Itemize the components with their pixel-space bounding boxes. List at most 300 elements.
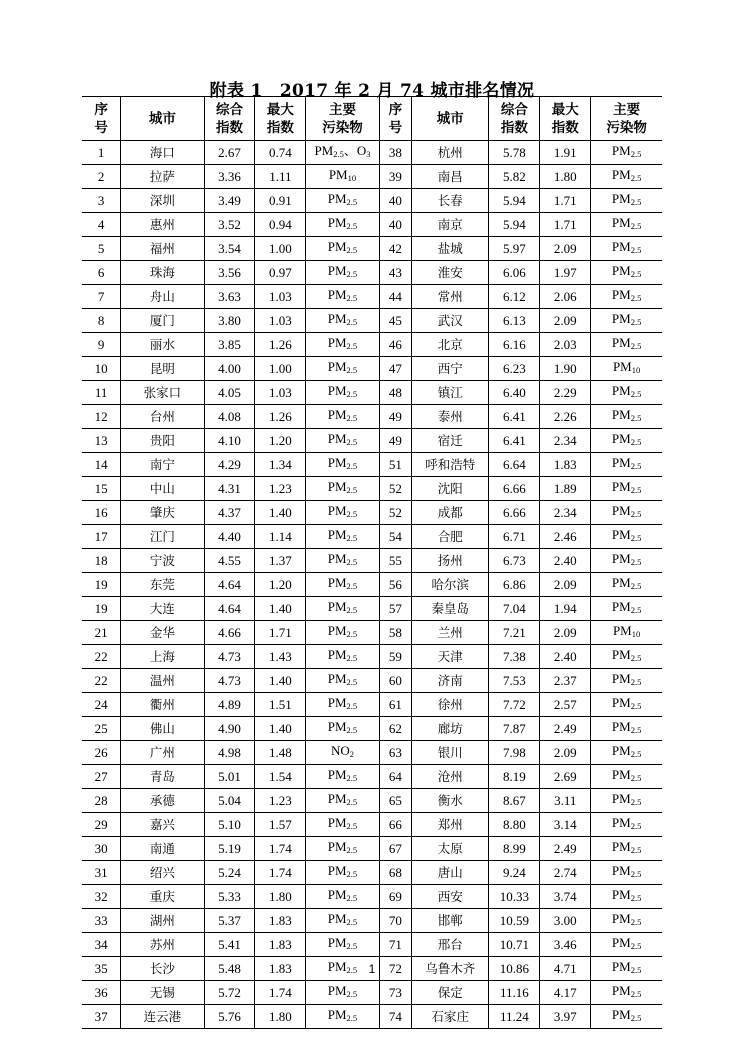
- city-name-cell: 宿迁: [412, 429, 489, 453]
- main-pollutant-cell: $PM_{2.5}$: [306, 957, 379, 981]
- max-index-cell: 4.71: [540, 957, 591, 981]
- city-name-cell: 合肥: [412, 525, 489, 549]
- city-name-cell: 成都: [412, 501, 489, 525]
- max-index-cell: 1.20: [255, 573, 306, 597]
- city-name-cell: 天津: [412, 645, 489, 669]
- composite-index-cell: 5.72: [204, 981, 255, 1005]
- max-index-cell: 1.74: [255, 981, 306, 1005]
- main-pollutant-cell: $PM_{2.5}$: [591, 837, 662, 861]
- max-index-cell: 2.06: [540, 285, 591, 309]
- max-index-cell: 1.54: [255, 765, 306, 789]
- rank-cell: 39: [379, 165, 412, 189]
- composite-index-cell: 6.12: [489, 285, 540, 309]
- rank-cell: 45: [379, 309, 412, 333]
- city-name-cell: 昆明: [121, 357, 204, 381]
- table-row: [82, 549, 662, 573]
- table-row: [82, 309, 662, 333]
- composite-index-cell: 6.66: [489, 477, 540, 501]
- max-index-cell: 3.14: [540, 813, 591, 837]
- composite-index-cell: 6.41: [489, 429, 540, 453]
- main-pollutant-cell: $PM_{2.5}$: [591, 549, 662, 573]
- rank-cell: 4: [82, 213, 121, 237]
- main-pollutant-cell: $PM_{2.5}$: [306, 717, 379, 741]
- rank-cell: 49: [379, 405, 412, 429]
- rank-cell: 72: [379, 957, 412, 981]
- rank-cell: 32: [82, 885, 121, 909]
- table-row: [82, 333, 662, 357]
- max-index-cell: 2.09: [540, 309, 591, 333]
- table-row: [82, 981, 662, 1005]
- max-index-cell: 2.57: [540, 693, 591, 717]
- header-main-pollutant: 主要 污染物: [591, 97, 662, 141]
- composite-index-cell: 3.52: [204, 213, 255, 237]
- rank-cell: 40: [379, 189, 412, 213]
- rank-cell: 47: [379, 357, 412, 381]
- main-pollutant-cell: $PM_{2.5}$: [591, 453, 662, 477]
- composite-index-cell: 5.48: [204, 957, 255, 981]
- rank-cell: 59: [379, 645, 412, 669]
- rank-cell: 6: [82, 261, 121, 285]
- header-main-pollutant: 主要 污染物: [306, 97, 379, 141]
- composite-index-cell: 5.24: [204, 861, 255, 885]
- rank-cell: 9: [82, 333, 121, 357]
- max-index-cell: 2.34: [540, 429, 591, 453]
- table-row: [82, 813, 662, 837]
- city-name-cell: 连云港: [121, 1005, 204, 1029]
- composite-index-cell: 5.01: [204, 765, 255, 789]
- composite-index-cell: 3.54: [204, 237, 255, 261]
- table-row: [82, 165, 662, 189]
- max-index-cell: 2.69: [540, 765, 591, 789]
- city-name-cell: 常州: [412, 285, 489, 309]
- composite-index-cell: 6.73: [489, 549, 540, 573]
- main-pollutant-cell: $PM_{2.5}$: [591, 741, 662, 765]
- composite-index-cell: 4.55: [204, 549, 255, 573]
- rank-cell: 61: [379, 693, 412, 717]
- composite-index-cell: 4.08: [204, 405, 255, 429]
- table-row: [82, 861, 662, 885]
- composite-index-cell: 5.04: [204, 789, 255, 813]
- max-index-cell: 1.26: [255, 405, 306, 429]
- composite-index-cell: 4.89: [204, 693, 255, 717]
- rank-cell: 15: [82, 477, 121, 501]
- main-pollutant-cell: $PM_{2.5}$: [591, 237, 662, 261]
- city-name-cell: 上海: [121, 645, 204, 669]
- rank-cell: 62: [379, 717, 412, 741]
- rank-cell: 11: [82, 381, 121, 405]
- header-max-index: 最大 指数: [540, 97, 591, 141]
- max-index-cell: 2.37: [540, 669, 591, 693]
- table-row: [82, 285, 662, 309]
- rank-cell: 37: [82, 1005, 121, 1029]
- main-pollutant-cell: $PM_{2.5}$: [306, 789, 379, 813]
- composite-index-cell: 7.21: [489, 621, 540, 645]
- composite-index-cell: 10.71: [489, 933, 540, 957]
- rank-cell: 1: [82, 141, 121, 165]
- rank-cell: 8: [82, 309, 121, 333]
- main-pollutant-cell: $PM_{2.5}$: [306, 237, 379, 261]
- city-name-cell: 大连: [121, 597, 204, 621]
- composite-index-cell: 3.36: [204, 165, 255, 189]
- composite-index-cell: 6.06: [489, 261, 540, 285]
- rank-cell: 66: [379, 813, 412, 837]
- max-index-cell: 0.94: [255, 213, 306, 237]
- rank-cell: 57: [379, 597, 412, 621]
- main-pollutant-cell: $PM_{2.5}$: [591, 285, 662, 309]
- composite-index-cell: 6.41: [489, 405, 540, 429]
- city-name-cell: 南宁: [121, 453, 204, 477]
- city-name-cell: 无锡: [121, 981, 204, 1005]
- table-row: [82, 237, 662, 261]
- table-row: [82, 645, 662, 669]
- city-name-cell: 郑州: [412, 813, 489, 837]
- main-pollutant-cell: $PM_{2.5}$: [591, 909, 662, 933]
- composite-index-cell: 5.33: [204, 885, 255, 909]
- composite-index-cell: 8.99: [489, 837, 540, 861]
- main-pollutant-cell: $PM_{2.5}$: [306, 933, 379, 957]
- main-pollutant-cell: $PM_{2.5}$: [306, 597, 379, 621]
- table-row: [82, 837, 662, 861]
- main-pollutant-cell: $PM_{2.5}$: [306, 693, 379, 717]
- table-row: [82, 909, 662, 933]
- rank-cell: 70: [379, 909, 412, 933]
- max-index-cell: 2.46: [540, 525, 591, 549]
- rank-cell: 7: [82, 285, 121, 309]
- city-name-cell: 贵阳: [121, 429, 204, 453]
- composite-index-cell: 5.82: [489, 165, 540, 189]
- main-pollutant-cell: $PM_{2.5}$、$O_3$: [306, 141, 379, 165]
- max-index-cell: 1.83: [540, 453, 591, 477]
- composite-index-cell: 5.76: [204, 1005, 255, 1029]
- city-name-cell: 承德: [121, 789, 204, 813]
- table-row: [82, 189, 662, 213]
- rank-cell: 52: [379, 477, 412, 501]
- city-name-cell: 镇江: [412, 381, 489, 405]
- composite-index-cell: 5.41: [204, 933, 255, 957]
- composite-index-cell: 8.19: [489, 765, 540, 789]
- max-index-cell: 2.40: [540, 549, 591, 573]
- composite-index-cell: 11.16: [489, 981, 540, 1005]
- rank-cell: 14: [82, 453, 121, 477]
- max-index-cell: 1.80: [540, 165, 591, 189]
- rank-cell: 19: [82, 573, 121, 597]
- city-name-cell: 深圳: [121, 189, 204, 213]
- composite-index-cell: 6.71: [489, 525, 540, 549]
- main-pollutant-cell: $PM_{2.5}$: [306, 381, 379, 405]
- rank-cell: 28: [82, 789, 121, 813]
- composite-index-cell: 3.49: [204, 189, 255, 213]
- main-pollutant-cell: $PM_{2.5}$: [591, 381, 662, 405]
- city-name-cell: 广州: [121, 741, 204, 765]
- main-pollutant-cell: $PM_{2.5}$: [591, 525, 662, 549]
- composite-index-cell: 5.37: [204, 909, 255, 933]
- rank-cell: 2: [82, 165, 121, 189]
- main-pollutant-cell: $PM_{2.5}$: [591, 861, 662, 885]
- table-row: [82, 501, 662, 525]
- city-name-cell: 海口: [121, 141, 204, 165]
- main-pollutant-cell: $PM_{2.5}$: [306, 837, 379, 861]
- main-pollutant-cell: $PM_{2.5}$: [591, 261, 662, 285]
- header-seq: 序 号: [379, 97, 412, 141]
- main-pollutant-cell: $PM_{2.5}$: [591, 789, 662, 813]
- composite-index-cell: 7.53: [489, 669, 540, 693]
- composite-index-cell: 4.98: [204, 741, 255, 765]
- composite-index-cell: 5.19: [204, 837, 255, 861]
- main-pollutant-cell: $PM_{2.5}$: [306, 645, 379, 669]
- rank-cell: 44: [379, 285, 412, 309]
- table-row: [82, 213, 662, 237]
- rank-cell: 51: [379, 453, 412, 477]
- city-name-cell: 杭州: [412, 141, 489, 165]
- city-name-cell: 衢州: [121, 693, 204, 717]
- max-index-cell: 1.40: [255, 717, 306, 741]
- max-index-cell: 1.83: [255, 909, 306, 933]
- main-pollutant-cell: $NO_2$: [306, 741, 379, 765]
- max-index-cell: 1.83: [255, 957, 306, 981]
- main-pollutant-cell: $PM_{2.5}$: [306, 669, 379, 693]
- max-index-cell: 1.34: [255, 453, 306, 477]
- city-name-cell: 廊坊: [412, 717, 489, 741]
- table-row: [82, 477, 662, 501]
- composite-index-cell: 6.16: [489, 333, 540, 357]
- max-index-cell: 1.14: [255, 525, 306, 549]
- max-index-cell: 1.11: [255, 165, 306, 189]
- main-pollutant-cell: $PM_{2.5}$: [306, 861, 379, 885]
- max-index-cell: 1.97: [540, 261, 591, 285]
- main-pollutant-cell: $PM_{2.5}$: [591, 813, 662, 837]
- main-pollutant-cell: $PM_{2.5}$: [306, 525, 379, 549]
- main-pollutant-cell: $PM_{2.5}$: [306, 621, 379, 645]
- rank-cell: 68: [379, 861, 412, 885]
- max-index-cell: 1.00: [255, 237, 306, 261]
- max-index-cell: 2.09: [540, 237, 591, 261]
- main-pollutant-cell: $PM_{2.5}$: [591, 309, 662, 333]
- max-index-cell: 2.49: [540, 837, 591, 861]
- composite-index-cell: 5.94: [489, 213, 540, 237]
- rank-cell: 38: [379, 141, 412, 165]
- max-index-cell: 0.97: [255, 261, 306, 285]
- main-pollutant-cell: $PM_{2.5}$: [306, 405, 379, 429]
- header-composite-index: 综合 指数: [489, 97, 540, 141]
- city-name-cell: 兰州: [412, 621, 489, 645]
- city-name-cell: 唐山: [412, 861, 489, 885]
- max-index-cell: 1.83: [255, 933, 306, 957]
- rank-cell: 55: [379, 549, 412, 573]
- composite-index-cell: 4.31: [204, 477, 255, 501]
- city-name-cell: 湖州: [121, 909, 204, 933]
- main-pollutant-cell: $PM_{2.5}$: [306, 813, 379, 837]
- main-pollutant-cell: $PM_{2.5}$: [591, 669, 662, 693]
- city-name-cell: 中山: [121, 477, 204, 501]
- max-index-cell: 1.23: [255, 477, 306, 501]
- main-pollutant-cell: $PM_{2.5}$: [306, 501, 379, 525]
- rank-cell: 56: [379, 573, 412, 597]
- city-name-cell: 嘉兴: [121, 813, 204, 837]
- rank-cell: 25: [82, 717, 121, 741]
- max-index-cell: 1.90: [540, 357, 591, 381]
- composite-index-cell: 10.59: [489, 909, 540, 933]
- max-index-cell: 2.03: [540, 333, 591, 357]
- city-name-cell: 江门: [121, 525, 204, 549]
- main-pollutant-cell: $PM_{2.5}$: [306, 309, 379, 333]
- composite-index-cell: 8.67: [489, 789, 540, 813]
- city-name-cell: 丽水: [121, 333, 204, 357]
- main-pollutant-cell: $PM_{2.5}$: [306, 213, 379, 237]
- rank-cell: 16: [82, 501, 121, 525]
- composite-index-cell: 4.64: [204, 573, 255, 597]
- rank-cell: 31: [82, 861, 121, 885]
- city-name-cell: 拉萨: [121, 165, 204, 189]
- rank-cell: 26: [82, 741, 121, 765]
- max-index-cell: 1.20: [255, 429, 306, 453]
- table-row: [82, 669, 662, 693]
- max-index-cell: 1.23: [255, 789, 306, 813]
- main-pollutant-cell: $PM_{2.5}$: [591, 765, 662, 789]
- rank-cell: 18: [82, 549, 121, 573]
- city-name-cell: 重庆: [121, 885, 204, 909]
- max-index-cell: 1.71: [255, 621, 306, 645]
- table-row: [82, 141, 662, 165]
- composite-index-cell: 4.73: [204, 669, 255, 693]
- rank-cell: 58: [379, 621, 412, 645]
- rank-cell: 63: [379, 741, 412, 765]
- main-pollutant-cell: $PM_{2.5}$: [591, 405, 662, 429]
- main-pollutant-cell: $PM_{2.5}$: [591, 885, 662, 909]
- composite-index-cell: 6.86: [489, 573, 540, 597]
- main-pollutant-cell: $PM_{2.5}$: [306, 885, 379, 909]
- city-name-cell: 台州: [121, 405, 204, 429]
- table-row: [82, 789, 662, 813]
- city-name-cell: 沈阳: [412, 477, 489, 501]
- table-row: [82, 597, 662, 621]
- max-index-cell: 1.91: [540, 141, 591, 165]
- table-row: [82, 429, 662, 453]
- composite-index-cell: 8.80: [489, 813, 540, 837]
- city-name-cell: 徐州: [412, 693, 489, 717]
- max-index-cell: 1.03: [255, 285, 306, 309]
- max-index-cell: 1.03: [255, 381, 306, 405]
- city-name-cell: 扬州: [412, 549, 489, 573]
- city-name-cell: 南通: [121, 837, 204, 861]
- composite-index-cell: 9.24: [489, 861, 540, 885]
- table-row: [82, 693, 662, 717]
- city-name-cell: 邢台: [412, 933, 489, 957]
- max-index-cell: 2.74: [540, 861, 591, 885]
- table-row: [82, 525, 662, 549]
- rank-cell: 69: [379, 885, 412, 909]
- main-pollutant-cell: $PM_{2.5}$: [591, 477, 662, 501]
- composite-index-cell: 6.64: [489, 453, 540, 477]
- rank-cell: 27: [82, 765, 121, 789]
- max-index-cell: 2.09: [540, 621, 591, 645]
- rank-cell: 49: [379, 429, 412, 453]
- rank-cell: 21: [82, 621, 121, 645]
- main-pollutant-cell: $PM_{2.5}$: [591, 333, 662, 357]
- table-row: [82, 621, 662, 645]
- composite-index-cell: 4.37: [204, 501, 255, 525]
- header-seq: 序 号: [82, 97, 121, 141]
- composite-index-cell: 3.56: [204, 261, 255, 285]
- max-index-cell: 2.29: [540, 381, 591, 405]
- city-name-cell: 邯郸: [412, 909, 489, 933]
- rank-cell: 74: [379, 1005, 412, 1029]
- main-pollutant-cell: $PM_{2.5}$: [306, 285, 379, 309]
- rank-cell: 54: [379, 525, 412, 549]
- city-name-cell: 厦门: [121, 309, 204, 333]
- rank-cell: 33: [82, 909, 121, 933]
- city-name-cell: 乌鲁木齐: [412, 957, 489, 981]
- max-index-cell: 1.71: [540, 213, 591, 237]
- header-city: 城市: [412, 97, 489, 141]
- main-pollutant-cell: $PM_{2.5}$: [306, 333, 379, 357]
- rank-cell: 24: [82, 693, 121, 717]
- header-max-index: 最大 指数: [255, 97, 306, 141]
- city-name-cell: 盐城: [412, 237, 489, 261]
- city-name-cell: 佛山: [121, 717, 204, 741]
- rank-cell: 46: [379, 333, 412, 357]
- composite-index-cell: 3.63: [204, 285, 255, 309]
- main-pollutant-cell: $PM_{10}$: [306, 165, 379, 189]
- rank-cell: 35: [82, 957, 121, 981]
- main-pollutant-cell: $PM_{2.5}$: [306, 549, 379, 573]
- rank-cell: 52: [379, 501, 412, 525]
- main-pollutant-cell: $PM_{2.5}$: [306, 1005, 379, 1029]
- max-index-cell: 1.51: [255, 693, 306, 717]
- rank-cell: 73: [379, 981, 412, 1005]
- composite-index-cell: 7.38: [489, 645, 540, 669]
- main-pollutant-cell: $PM_{2.5}$: [306, 573, 379, 597]
- main-pollutant-cell: $PM_{2.5}$: [306, 357, 379, 381]
- page-number: 1: [368, 962, 376, 976]
- main-pollutant-cell: $PM_{2.5}$: [306, 189, 379, 213]
- max-index-cell: 0.91: [255, 189, 306, 213]
- table-row: [82, 453, 662, 477]
- city-name-cell: 秦皇岛: [412, 597, 489, 621]
- composite-index-cell: 7.98: [489, 741, 540, 765]
- rank-cell: 22: [82, 645, 121, 669]
- max-index-cell: 1.40: [255, 597, 306, 621]
- main-pollutant-cell: $PM_{2.5}$: [306, 981, 379, 1005]
- city-name-cell: 肇庆: [121, 501, 204, 525]
- composite-index-cell: 5.94: [489, 189, 540, 213]
- rank-cell: 43: [379, 261, 412, 285]
- max-index-cell: 3.46: [540, 933, 591, 957]
- table-row: [82, 933, 662, 957]
- city-name-cell: 北京: [412, 333, 489, 357]
- max-index-cell: 1.40: [255, 669, 306, 693]
- max-index-cell: 1.74: [255, 837, 306, 861]
- main-pollutant-cell: $PM_{2.5}$: [591, 213, 662, 237]
- header-composite-index: 综合 指数: [204, 97, 255, 141]
- composite-index-cell: 11.24: [489, 1005, 540, 1029]
- city-name-cell: 石家庄: [412, 1005, 489, 1029]
- rank-cell: 40: [379, 213, 412, 237]
- city-name-cell: 南京: [412, 213, 489, 237]
- composite-index-cell: 4.73: [204, 645, 255, 669]
- city-name-cell: 温州: [121, 669, 204, 693]
- main-pollutant-cell: $PM_{2.5}$: [306, 453, 379, 477]
- max-index-cell: 1.40: [255, 501, 306, 525]
- composite-index-cell: 4.29: [204, 453, 255, 477]
- city-name-cell: 东莞: [121, 573, 204, 597]
- table-row: [82, 1005, 662, 1029]
- main-pollutant-cell: $PM_{10}$: [591, 621, 662, 645]
- rank-cell: 12: [82, 405, 121, 429]
- rank-cell: 60: [379, 669, 412, 693]
- main-pollutant-cell: $PM_{2.5}$: [591, 429, 662, 453]
- composite-index-cell: 6.13: [489, 309, 540, 333]
- city-name-cell: 张家口: [121, 381, 204, 405]
